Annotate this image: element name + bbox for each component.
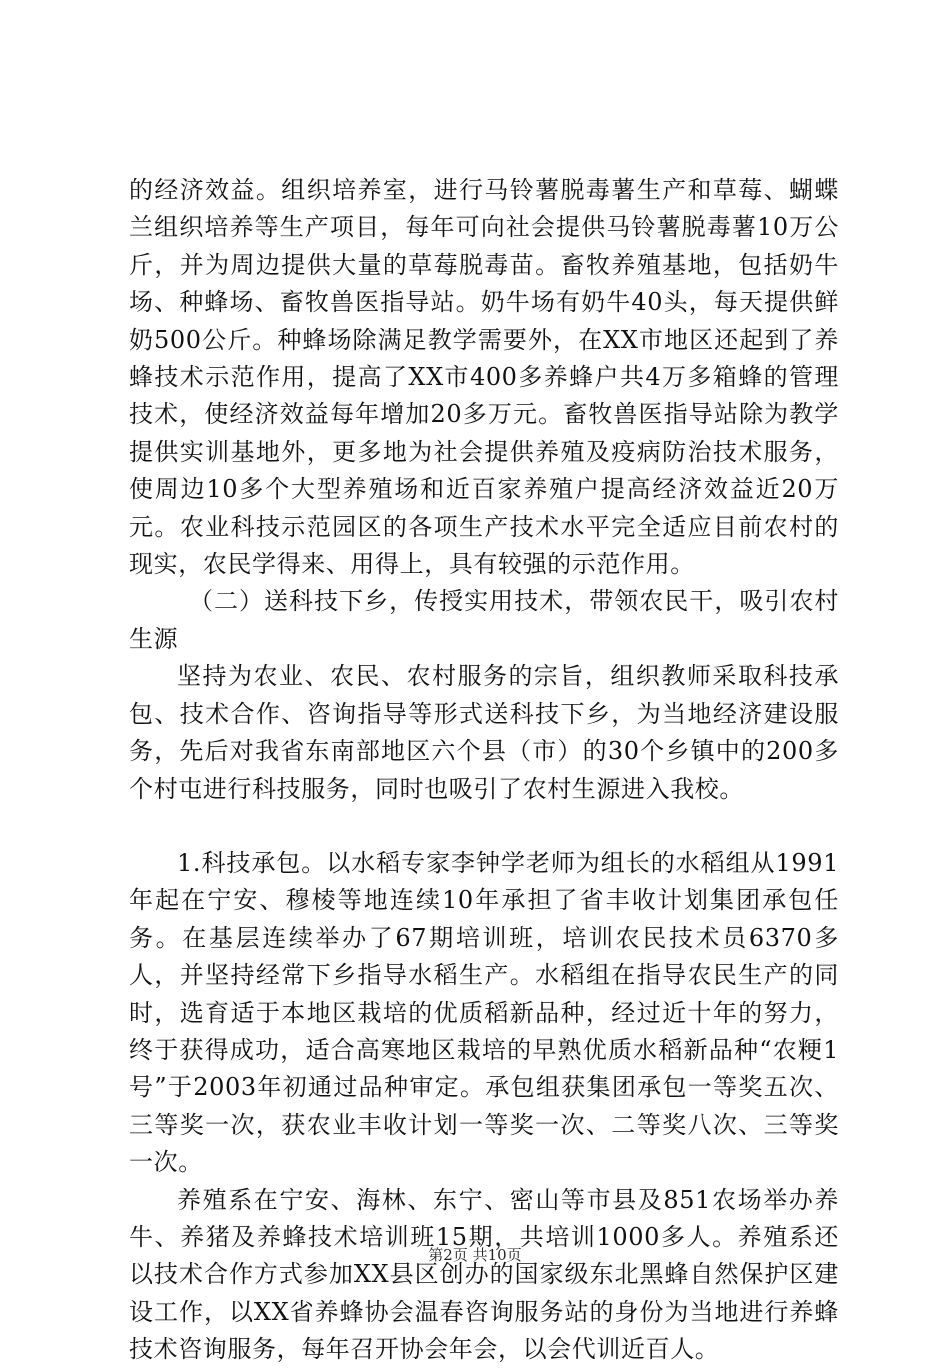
page-number-footer: 第2页 共10页 (428, 1246, 522, 1264)
paragraph-spacer (129, 808, 839, 845)
section-heading: （二）送科技下乡，传授实用技术，带领农民干，吸引农村生源 (129, 587, 839, 653)
document-body (129, 172, 839, 1369)
paragraph-breeding: 养殖系在宁安、海林、东宁、密山等市县及851农场举办养牛、养猪及养蜂技术培训班15期，共培训1000多人。养殖系还以技术合作方式参加XX县区创办的国家级东北黑蜂自然保护区建设工作，以XX省养蜂协会温春咨询服务站的身份为当地进行养蜂技术咨询服务，每年召开协会年会，以会代训近百人。 (129, 1185, 839, 1364)
paragraph-continuation: 的经济效益。组织培养室，进行马铃薯脱毒薯生产和草莓、蝴蝶兰组织培养等生产项目，每年可向社会提供马铃薯脱毒薯10万公斤，并为周边提供大量的草莓脱毒苗。畜牧养殖基地，包括奶牛场、种蜂场、畜牧兽医指导站。奶牛场有奶牛40头，每天提供鲜奶500公斤。种蜂场除满足教学需要外，在XX市地区还起到了养蜂技术示范作用，提高了XX市400多养蜂户共4万多箱蜂的管理技术，使经济效益每年增加20多万元。畜牧兽医指导站除为教学提供实训基地外，更多地为社会提供养殖及疫病防治技术服务，使周边10多个大型养殖场和近百家养殖户提高经济效益近20万元。农业科技示范园区的各项生产技术水平完全适应目前农村的现实，农民学得来、用得上，具有较强的示范作用。 (129, 176, 839, 579)
paragraph-service: 坚持为农业、农民、农村服务的宗旨，组织教师采取科技承包、技术合作、咨询指导等形式送科技下乡，为当地经济建设服务，先后对我省东南部地区六个县（市）的30个乡镇中的200多个村屯进行科技服务，同时也吸引了农村生源进入我校。 (129, 662, 839, 803)
paragraph-contracting: 1.科技承包。以水稻专家李钟学老师为组长的水稻组从1991年起在宁安、穆棱等地连续10年承担了省丰收计划集团承包任务。在基层连续举办了67期培训班，培训农民技术员6370多人，并坚持经常下乡指导水稻生产。水稻组在指导农民生产的同时，选育适于本地区栽培的优质稻新品种，经过近十年的努力，终于获得成功，适合高寒地区栽培的早熟优质水稻新品种“农粳1号”于2003年初通过品种审定。承包组获集团承包一等奖五次、三等奖一次，获农业丰收计划一等奖一次、二等奖八次、三等奖一次。 (129, 848, 839, 1177)
